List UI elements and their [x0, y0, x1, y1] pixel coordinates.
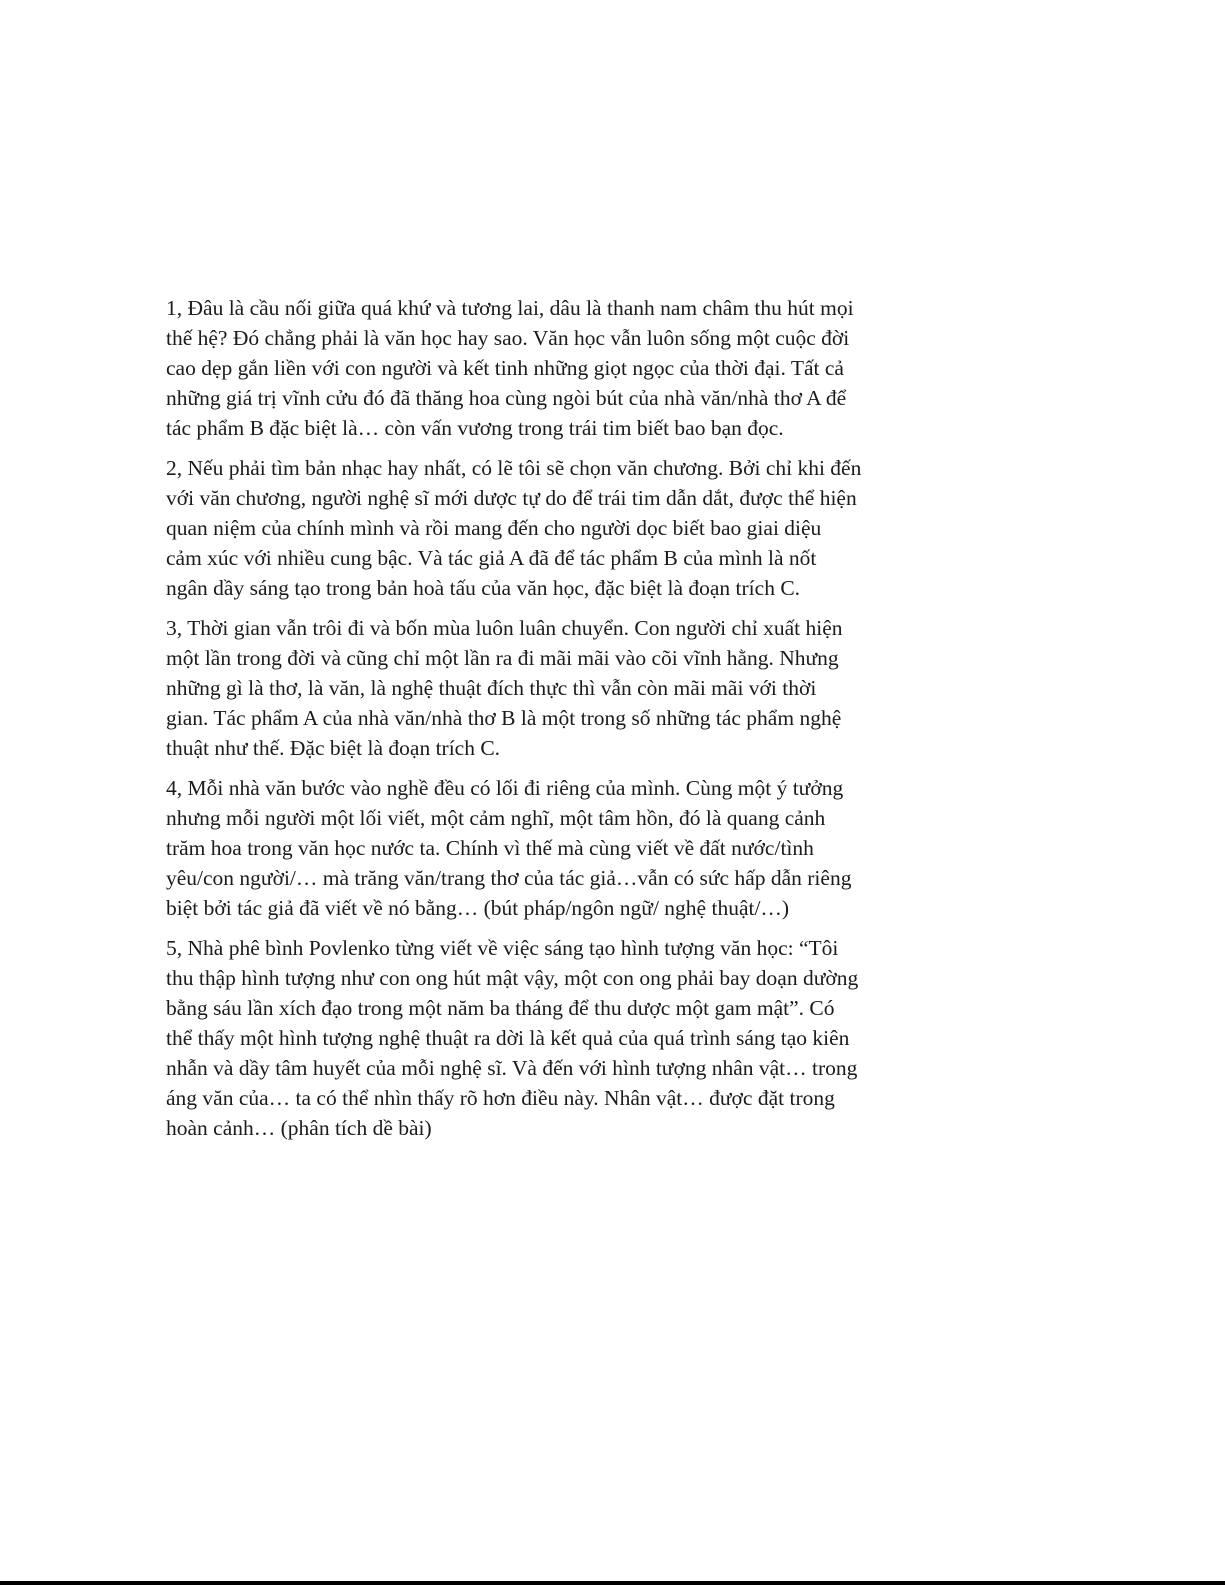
paragraph-line: thuật như thế. Đặc biệt là đoạn trích C.: [166, 736, 501, 760]
paragraph-line: một lần trong đời và cũng chỉ một lần ra đi mãi mãi vào cõi vĩnh hằng. Nhưng: [166, 646, 839, 670]
paragraph-line: cao dẹp gắn liền với con người và kết tinh những giọt ngọc của thời đại. Tất cả: [166, 356, 844, 380]
paragraph-line: bằng sáu lần xích đạo trong một năm ba tháng để thu dược một gam mật”. Có: [166, 996, 835, 1020]
paragraph-line: thế hệ? Đó chẳng phải là văn học hay sao. Văn học vẫn luôn sống một cuộc đời: [166, 326, 850, 350]
paragraph-3: [166, 613, 972, 763]
paragraph-line: nhẫn và dầy tâm huyết của mỗi nghệ sĩ. Và đến với hình tượng nhân vật… trong: [166, 1056, 858, 1080]
paragraph-line: gian. Tác phẩm A của nhà văn/nhà thơ B là một trong số những tác phẩm nghệ: [166, 706, 842, 730]
paragraph-line: cảm xúc với nhiều cung bậc. Và tác giả A đã để tác phẩm B của mình là nốt: [166, 546, 817, 570]
paragraph-line: hoàn cảnh… (phân tích dề bài): [166, 1116, 432, 1140]
page-bottom-border: [0, 1581, 1225, 1585]
paragraph-line: ngân dầy sáng tạo trong bản hoà tấu của văn học, đặc biệt là đoạn trích C.: [166, 576, 801, 600]
document-body: [166, 293, 972, 1153]
paragraph-line: tác phẩm B đặc biệt là… còn vấn vương trong trái tim biết bao bạn đọc.: [166, 416, 784, 440]
paragraph-line: 5, Nhà phê bình Povlenko từng viết về việc sáng tạo hình tượng văn học: “Tôi: [166, 936, 839, 960]
paragraph-line: thu thập hình tượng như con ong hút mật vậy, một con ong phải bay doạn dường: [166, 966, 859, 990]
paragraph-line: 1, Đâu là cầu nối giữa quá khứ và tương lai, dâu là thanh nam châm thu hút mọi: [166, 296, 854, 320]
paragraph-line: trăm hoa trong văn học nước ta. Chính vì thế mà cùng viết về đất nước/tình: [166, 836, 814, 860]
paragraph-line: những gì là thơ, là văn, là nghệ thuật đích thực thì vẫn còn mãi mãi với thời: [166, 676, 817, 700]
paragraph-line: những giá trị vĩnh cửu đó đã thăng hoa cùng ngòi bút của nhà văn/nhà thơ A để: [166, 386, 847, 410]
paragraph-line: với văn chương, người nghệ sĩ mới dược tự do để trái tim dẫn dắt, được thể hiện: [166, 486, 857, 510]
paragraph-line: biệt bởi tác giả đã viết về nó bằng… (bút pháp/ngôn ngữ/ nghệ thuật/…): [166, 896, 790, 920]
paragraph-line: 4, Mỗi nhà văn bước vào nghề đều có lối đi riêng của mình. Cùng một ý tưởng: [166, 776, 844, 800]
paragraph-line: nhưng mỗi người một lối viết, một cảm nghĩ, một tâm hồn, đó là quang cảnh: [166, 806, 826, 830]
paragraph-4: [166, 773, 972, 923]
paragraph-line: áng văn của… ta có thể nhìn thấy rõ hơn điều này. Nhân vật… được đặt trong: [166, 1086, 835, 1110]
paragraph-1: [166, 293, 972, 443]
paragraph-line: 2, Nếu phải tìm bản nhạc hay nhất, có lẽ tôi sẽ chọn văn chương. Bởi chỉ khi đến: [166, 456, 862, 480]
paragraph-line: quan niệm của chính mình và rồi mang đến cho người dọc biết bao giai diệu: [166, 516, 822, 540]
paragraph-line: yêu/con người/… mà trăng văn/trang thơ của tác giả…vẫn có sức hấp dẫn riêng: [166, 866, 852, 890]
paragraph-line: thể thấy một hình tượng nghệ thuật ra dời là kết quả của quá trình sáng tạo kiên: [166, 1026, 850, 1050]
paragraph-2: [166, 453, 972, 603]
paragraph-line: 3, Thời gian vẫn trôi đi và bốn mùa luôn luân chuyển. Con người chỉ xuất hiện: [166, 616, 843, 640]
paragraph-5: [166, 933, 972, 1143]
